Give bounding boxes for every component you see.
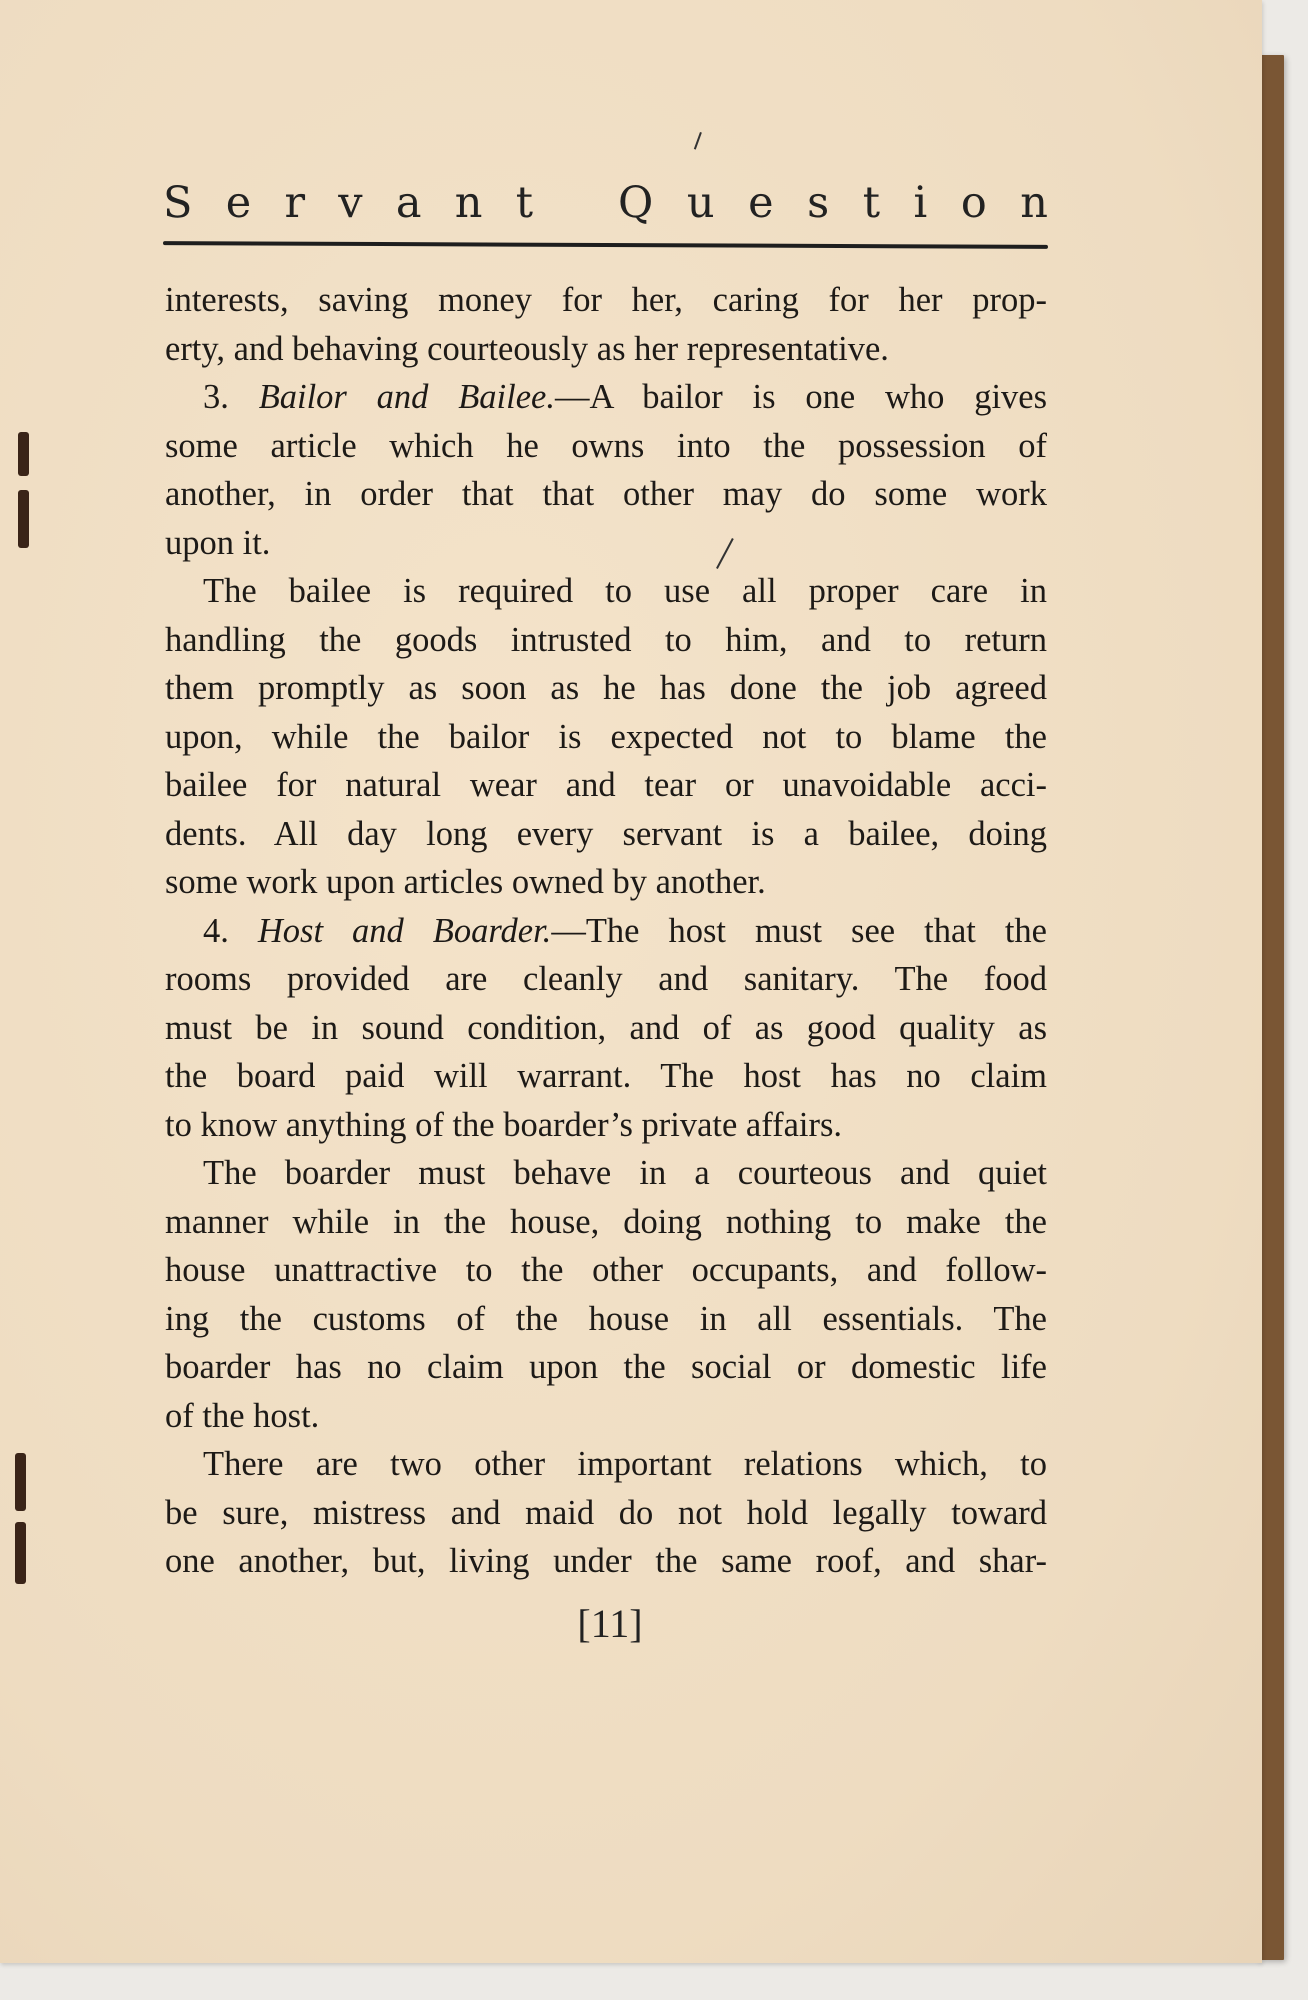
text-line: house unattractive to the other occupants, and follow- (165, 1251, 1047, 1289)
text-line: manner while in the house, doing nothing to make the (165, 1202, 1047, 1241)
text-line: the board paid will warrant. The host has no claim (165, 1057, 1047, 1095)
running-head (163, 178, 1048, 228)
section-heading: Bailor and Bailee. (258, 378, 555, 416)
section-number: 3. (203, 378, 229, 416)
section-number: 4. (203, 911, 229, 950)
running-head-letter: t (515, 178, 533, 228)
running-head-letter: S (163, 178, 193, 228)
pencil-mark (694, 132, 702, 150)
text-line: ing the customs of the house in all essentials. The (165, 1299, 1047, 1338)
text-line: The boarder must behave in a courteous and quiet (203, 1154, 1047, 1192)
text-line: must be in sound condition, and of as good quality as (165, 1008, 1047, 1047)
running-head-letter: t (862, 178, 880, 228)
running-head-letter: o (960, 178, 987, 228)
text-line: erty, and behaving courteously as her representative. (165, 329, 889, 368)
text-line: bailee for natural wear and tear or unavoidable acci- (165, 766, 1047, 804)
text-line: another, in order that that other may do some work (165, 475, 1047, 513)
binding-staple-top-lower (18, 490, 29, 548)
text-line: —The host must see that the (551, 911, 1047, 950)
text-line: of the host. (165, 1396, 320, 1435)
running-head-letter: e (748, 178, 774, 228)
text-line: one another, but, living under the same roof, and shar- (165, 1542, 1047, 1580)
text-line: interests, saving money for her, caring for her prop- (165, 281, 1047, 319)
text-line: to know anything of the boarder’s private affairs. (165, 1105, 843, 1144)
running-head-letter: n (1020, 178, 1048, 228)
running-head-word (618, 178, 1048, 228)
running-head-letter: e (225, 178, 252, 228)
text-line: them promptly as soon as he has done the job agreed (165, 669, 1047, 707)
header-rule (163, 241, 1048, 249)
text-line: some article which he owns into the possession of (165, 426, 1047, 465)
running-head-letter: n (454, 178, 483, 228)
text-line: upon, while the bailor is expected not to blame the (165, 717, 1047, 756)
text-line: be sure, mistress and maid do not hold legally toward (165, 1493, 1047, 1532)
binding-staple-bottom-upper (15, 1453, 26, 1511)
running-head-word (163, 178, 533, 228)
binding-staple-top-upper (18, 432, 29, 476)
text-line: There are two other important relations which, to (203, 1445, 1047, 1483)
section-heading-line (165, 907, 1047, 956)
text-line: dents. All day long every servant is a bailee, doing (165, 814, 1047, 853)
text-line: The bailee is required to use all proper care in (203, 572, 1047, 610)
text-line: handling the goods intrusted to him, and to return (165, 620, 1047, 659)
text-line: some work upon articles owned by another. (165, 863, 766, 901)
text-line: rooms provided are cleanly and sanitary. The food (165, 960, 1047, 998)
section-heading: Host and Boarder. (257, 911, 552, 950)
binding-staple-bottom-lower (15, 1522, 26, 1584)
running-head-letter: s (807, 178, 830, 228)
running-head-letter: Q (618, 178, 654, 228)
section-heading-line (165, 373, 1047, 422)
running-head-letter: u (686, 178, 715, 228)
page-number: [11] (577, 1601, 643, 1646)
running-head-letter: i (913, 178, 928, 228)
running-head-letter: r (284, 178, 306, 228)
running-head-letter: a (395, 178, 422, 228)
running-head-letter: v (338, 178, 363, 228)
body-text (165, 276, 1047, 1586)
text-line: boarder has no claim upon the social or domestic life (165, 1348, 1047, 1386)
text-line: upon it. (165, 523, 271, 562)
text-line: —A bailor is one who gives (554, 378, 1048, 416)
